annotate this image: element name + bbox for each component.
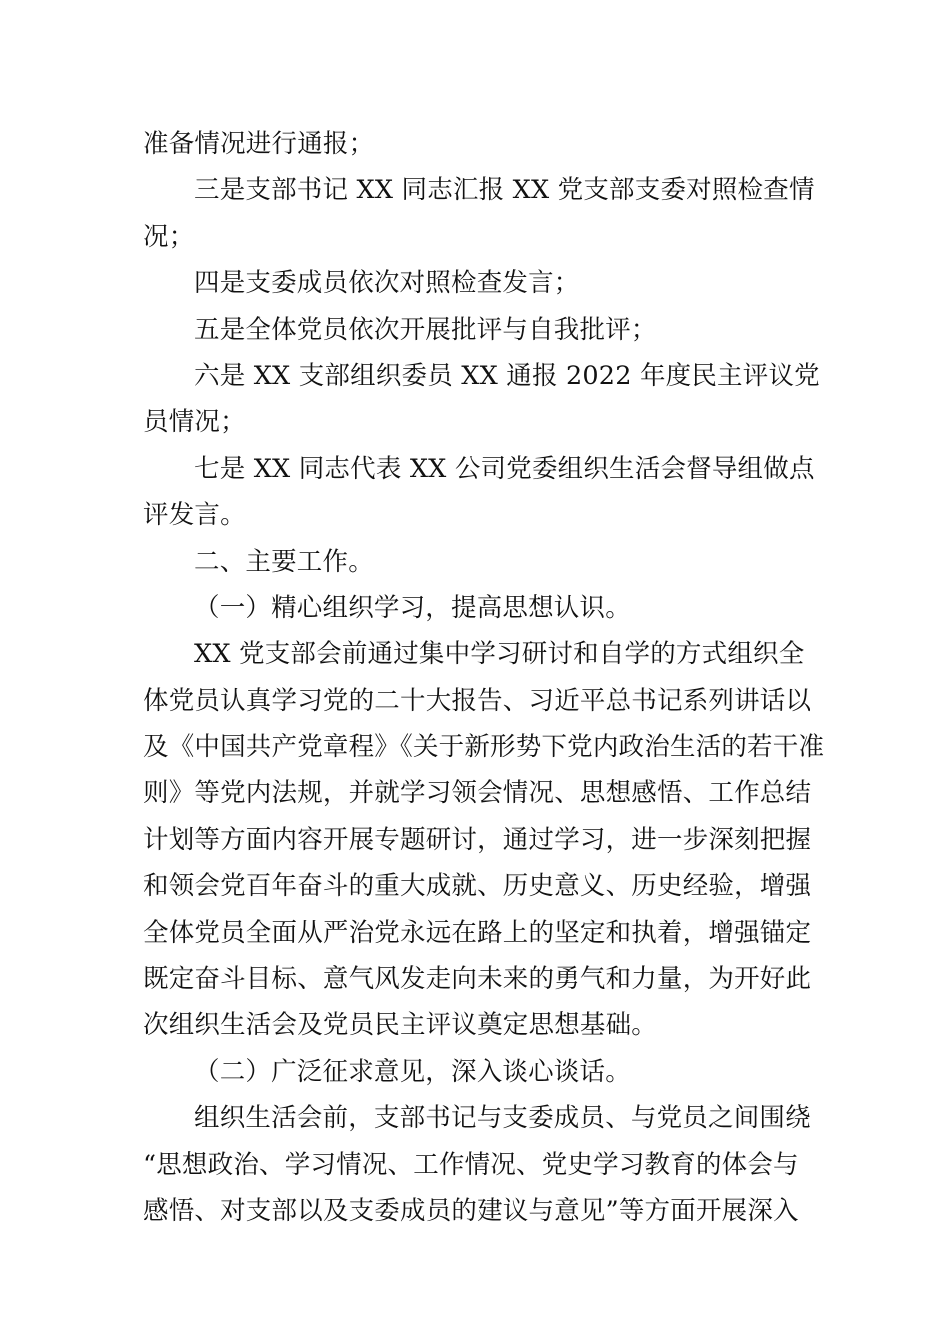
- text-line: 组织生活会前，支部书记与支委成员、与党员之间围绕: [194, 1103, 811, 1134]
- text-line: 及《中国共产党章程》《关于新形势下党内政治生活的若干准: [143, 732, 825, 763]
- text-line: 六是 XX 支部组织委员 XX 通报 2022 年度民主评议党: [194, 360, 820, 391]
- text-line: 计划等方面内容开展专题研讨，通过学习，进一步深刻把握: [143, 824, 812, 855]
- subsection-heading: （一）精心组织学习，提高思想认识。: [194, 592, 631, 623]
- text-line: 感悟、对支部以及支委成员的建议与意见”等方面开展深入: [143, 1195, 799, 1226]
- text-line: 员情况；: [143, 407, 246, 438]
- text-line: XX 党支部会前通过集中学习研讨和自学的方式组织全: [194, 639, 805, 670]
- text-line: 体党员认真学习党的二十大报告、习近平总书记系列讲话以: [143, 685, 812, 716]
- text-line: 准备情况进行通报；: [143, 129, 375, 159]
- text-line: 则》等党内法规，并就学习领会情况、思想感悟、工作总结: [143, 778, 812, 809]
- document-body: [143, 121, 825, 1234]
- subsection-heading: （二）广泛征求意见，深入谈心谈话。: [194, 1056, 631, 1087]
- text-line: 五是全体党员依次开展批评与自我批评；: [194, 314, 657, 345]
- text-line: 全体党员全面从严治党永远在路上的坚定和执着，增强锚定: [143, 917, 812, 948]
- text-line: “思想政治、学习情况、工作情况、党史学习教育的体会与: [143, 1149, 799, 1180]
- text-line: 四是支委成员依次对照检查发言；: [194, 268, 580, 299]
- text-line: 既定奋斗目标、意气风发走向未来的勇气和力量，为开好此: [143, 964, 812, 995]
- section-heading: 二、主要工作。: [194, 546, 374, 577]
- text-line: 次组织生活会及党员民主评议奠定思想基础。: [143, 1010, 658, 1041]
- text-line: 三是支部书记 XX 同志汇报 XX 党支部支委对照检查情: [194, 175, 815, 206]
- text-line: 况；: [143, 221, 195, 252]
- text-line: 七是 XX 同志代表 XX 公司党委组织生活会督导组做点: [194, 453, 815, 484]
- text-line: 评发言。: [143, 500, 246, 531]
- text-line: 和领会党百年奋斗的重大成就、历史意义、历史经验，增强: [143, 871, 812, 902]
